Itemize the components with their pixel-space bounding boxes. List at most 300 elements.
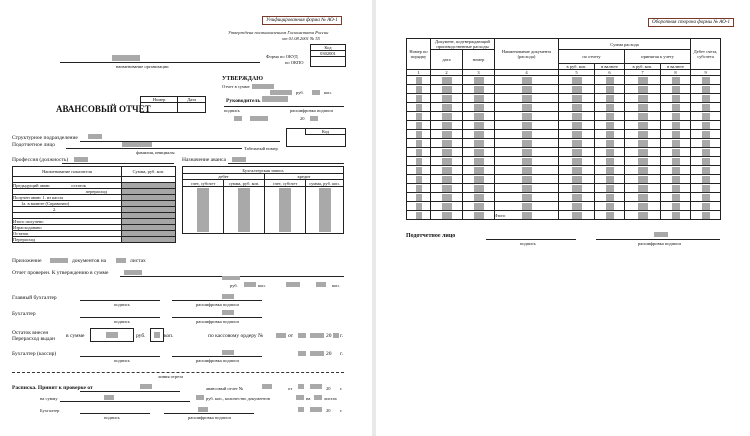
expense-cell [661, 175, 691, 184]
checked-kop2: коп. [332, 283, 340, 288]
expense-cell [463, 148, 495, 157]
expense-cell [407, 94, 431, 103]
redacted-value [638, 185, 648, 192]
redacted-value [572, 77, 582, 84]
redacted-value [672, 104, 680, 111]
back-decode-line [596, 239, 720, 240]
expense-cell [691, 139, 721, 148]
profession-label: Профессия (должность) [12, 157, 69, 163]
redacted-value [522, 131, 532, 138]
cash-order-from: от [288, 333, 294, 339]
cut-line-caption: линия отреза [158, 374, 183, 379]
accountant-sign-line [80, 317, 160, 318]
redacted-value [442, 185, 452, 192]
expense-cell [431, 112, 463, 121]
redacted-value [638, 86, 648, 93]
back-sign-line [486, 239, 576, 240]
expense-cell [661, 193, 691, 202]
checked-kop: коп. [258, 283, 266, 288]
expense-cell [431, 148, 463, 157]
redacted-value [606, 185, 614, 192]
redacted-value [416, 131, 422, 138]
redacted-value [522, 113, 532, 120]
organization-caption: наименование организации [116, 64, 169, 69]
expense-cell [495, 103, 559, 112]
expense-cell [463, 175, 495, 184]
expense-cell [625, 211, 661, 220]
expense-cell [625, 202, 661, 211]
expense-cell [431, 85, 463, 94]
back-accountable-person: Подотчетное лицо [406, 233, 456, 239]
expense-row [407, 166, 721, 175]
expense-cell [431, 175, 463, 184]
cash-order-label: по кассовому ордеру № [208, 333, 264, 339]
receipt-rub-redacted [196, 395, 204, 400]
redacted-value [416, 77, 422, 84]
redacted-value [474, 158, 484, 165]
cash-month-redacted [310, 333, 324, 338]
redacted-value [442, 176, 452, 183]
expense-cell [559, 148, 595, 157]
approval-line-2: от 01.08.2001 № 55 [282, 36, 320, 41]
expense-cell [661, 76, 691, 85]
expense-cell [661, 202, 691, 211]
redacted-value [572, 194, 582, 201]
expense-cell [407, 157, 431, 166]
redacted-value [572, 86, 582, 93]
attachment-label: Приложение [12, 258, 42, 264]
expense-cell [661, 103, 691, 112]
expense-cell [431, 157, 463, 166]
expense-cell [595, 157, 625, 166]
expense-row [407, 184, 721, 193]
rub-label: руб. [296, 90, 304, 95]
expense-cell [431, 121, 463, 130]
expense-cell [625, 103, 661, 112]
redacted-value [442, 167, 452, 174]
col-num-1: 1 [407, 70, 431, 76]
expense-cell [661, 148, 691, 157]
redacted-value [474, 176, 484, 183]
remainder-kop-box [150, 328, 164, 342]
report-currency-header: в валюте [595, 64, 625, 70]
redacted-value [638, 122, 648, 129]
redacted-value [416, 212, 422, 219]
expense-cell [495, 112, 559, 121]
redacted-value [474, 113, 484, 120]
redacted-value [474, 185, 484, 192]
accepted-currency-header: в валюте [661, 64, 691, 70]
redacted-value [672, 131, 680, 138]
expense-cell [559, 94, 595, 103]
expense-cell [595, 175, 625, 184]
accounting-entry-header: Бухгалтерская запись [183, 167, 344, 174]
expense-row [407, 202, 721, 211]
redacted-value [474, 131, 484, 138]
redacted-value [442, 131, 452, 138]
redacted-value [572, 185, 582, 192]
expense-cell [559, 139, 595, 148]
col-num-3: 3 [463, 70, 495, 76]
expense-cell [495, 94, 559, 103]
redacted-value [638, 113, 648, 120]
indicators-table [12, 166, 176, 243]
chief-decode-line [172, 300, 262, 301]
expense-row [407, 121, 721, 130]
redacted-value [606, 212, 614, 219]
redacted-value [702, 149, 710, 156]
sub-accepted-header: принятая к учету [625, 50, 691, 64]
col-docname-header: Наименование документа (расхода) [495, 39, 559, 70]
redacted-value [638, 176, 648, 183]
redacted-value [702, 122, 710, 129]
redacted-value [474, 77, 484, 84]
expense-cell [595, 121, 625, 130]
receipt-sign-caption: подпись [104, 415, 120, 420]
prev-advance: Предыдущий аванс [13, 183, 51, 188]
redacted-value [416, 194, 422, 201]
expense-row [407, 139, 721, 148]
code-subbox [286, 128, 346, 147]
redacted-value [522, 86, 532, 93]
redacted-value [572, 140, 582, 147]
from-cash: 1. из кассы [42, 195, 64, 200]
on-sheets-redacted [314, 395, 322, 400]
advance-purpose-line [228, 163, 344, 164]
checked-sum-redacted [124, 270, 142, 275]
redacted-value [572, 203, 582, 210]
expense-cell [559, 85, 595, 94]
redacted-value [638, 194, 648, 201]
approval-line-1: Утверждена постановлением Госкомстата России [228, 30, 329, 35]
expense-cell [407, 193, 431, 202]
expense-row [407, 76, 721, 85]
redacted-value [606, 113, 614, 120]
expense-cell [495, 202, 559, 211]
redacted-value [442, 86, 452, 93]
expense-cell [559, 211, 595, 220]
in-sum-label: в сумме [66, 333, 85, 339]
expense-row [407, 130, 721, 139]
in-currency: 1а. в валюте (Справочно) [13, 201, 122, 207]
accepted-rub-header: в руб. коп. [625, 64, 661, 70]
expense-cell [495, 148, 559, 157]
expense-cell [661, 157, 691, 166]
redacted-value [672, 77, 680, 84]
expense-cell [595, 166, 625, 175]
redacted-value [522, 194, 532, 201]
documents-label: документов на [72, 258, 107, 264]
expense-cell [431, 94, 463, 103]
redacted-value [606, 131, 614, 138]
redacted-value [672, 140, 680, 147]
accountant-label: Бухгалтер [12, 311, 36, 317]
sheets-redacted [116, 258, 126, 263]
redacted-value [442, 104, 452, 111]
chief-accountant-label: Главный бухгалтер [12, 295, 57, 301]
redacted-value [474, 212, 484, 219]
expense-row [407, 112, 721, 121]
report-sum-label: Отчет в сумме [222, 84, 250, 89]
expense-cell [595, 85, 625, 94]
expense-cell [407, 139, 431, 148]
row-2: 2. [13, 207, 122, 213]
redacted-value [702, 131, 710, 138]
redacted-value [572, 131, 582, 138]
redacted-value [474, 140, 484, 147]
redacted-value [522, 122, 532, 129]
redacted-value [522, 95, 532, 102]
expense-cell [595, 148, 625, 157]
receipt-year: 20 [326, 386, 331, 391]
expense-cell [407, 202, 431, 211]
remainder: остаток [71, 183, 86, 188]
on-sheets: на [306, 396, 311, 401]
expense-cell [661, 112, 691, 121]
expense-cell [625, 184, 661, 193]
expense-row [407, 211, 721, 220]
number-header: Номер [141, 97, 178, 103]
total-received: Итого получено [13, 219, 122, 225]
form-title: АВАНСОВЫЙ ОТЧЕТ [56, 104, 151, 114]
cashier-sign-caption: подпись [114, 358, 130, 363]
sub-by-report-header: по отчету [559, 50, 625, 64]
redacted-value [606, 104, 614, 111]
redacted-value [672, 113, 680, 120]
expense-cell [463, 157, 495, 166]
approve-year: 20 [300, 116, 305, 121]
expense-cell [691, 166, 721, 175]
expense-cell [431, 193, 463, 202]
expense-cell [407, 103, 431, 112]
expense-cell [625, 112, 661, 121]
receipt2-year: 20 [326, 408, 331, 413]
expense-cell [595, 193, 625, 202]
expense-cell [463, 202, 495, 211]
advance-purpose-label: Назначение аванса [182, 157, 226, 163]
cashier-year-letter: г. [340, 351, 344, 357]
expense-row [407, 175, 721, 184]
expense-cell [495, 121, 559, 130]
receipt-decode-caption: расшифровка подписи [188, 415, 231, 420]
redacted-value [638, 167, 648, 174]
expense-cell [595, 112, 625, 121]
docs-count-label: руб. коп., количество документов [206, 396, 270, 401]
redacted-value [672, 122, 680, 129]
expense-row [407, 157, 721, 166]
redacted-value [416, 113, 422, 120]
col-number-header: Номер по порядку [407, 39, 431, 70]
okud-label: Форма по ОКУД [266, 54, 298, 59]
debit-header: дебет [183, 174, 265, 180]
cash-day-redacted [298, 333, 306, 338]
redacted-value [672, 203, 680, 210]
back-sign-caption: подпись [520, 241, 536, 246]
col-num-8: 8 [661, 70, 691, 76]
expense-cell [407, 76, 431, 85]
expense-cell [495, 130, 559, 139]
credit-account-header: счет, субсчет [265, 180, 306, 187]
accountable-person-label: Подотчетное лицо [12, 142, 56, 148]
redacted-value [606, 149, 614, 156]
expense-row [407, 85, 721, 94]
expense-row [407, 94, 721, 103]
redacted-value [702, 203, 710, 210]
redacted-value [606, 86, 614, 93]
expense-cell [691, 112, 721, 121]
accountant-decode-line [172, 317, 262, 318]
approve-heading: УТВЕРЖДАЮ [222, 76, 264, 82]
remainder-deposited-label: Остаток внесен [12, 330, 49, 336]
expense-cell [463, 121, 495, 130]
redacted-value [702, 113, 710, 120]
expense-cell [559, 184, 595, 193]
expense-cell [463, 211, 495, 220]
okud-value: 0302001 [311, 51, 345, 57]
redacted-value [702, 95, 710, 102]
sheets-label-2: листах [324, 396, 337, 401]
expense-cell [691, 184, 721, 193]
expense-cell [691, 76, 721, 85]
redacted-value [606, 77, 614, 84]
redacted-value [606, 122, 614, 129]
receipt-sum-redacted [104, 395, 114, 400]
structural-unit-label: Структурное подразделение [12, 135, 78, 141]
receipt-sum-line [60, 401, 190, 402]
report-rub-header: в руб. коп. [559, 64, 595, 70]
expense-cell [691, 130, 721, 139]
redacted-value [416, 140, 422, 147]
expense-cell [691, 85, 721, 94]
redacted-value [606, 203, 614, 210]
head-sign-caption: подпись [224, 108, 240, 113]
expense-cell [463, 112, 495, 121]
expense-cell [625, 121, 661, 130]
redacted-value [606, 140, 614, 147]
approve-day-redacted [234, 116, 242, 121]
redacted-value [702, 176, 710, 183]
expense-cell [463, 130, 495, 139]
expense-cell [559, 130, 595, 139]
credit-sum-header: сумма, руб. коп. [306, 180, 344, 187]
debit-sum-header: сумма, руб. коп. [224, 180, 265, 187]
expense-cell [595, 139, 625, 148]
redacted-value [672, 158, 680, 165]
redacted-value [672, 86, 680, 93]
indicator-name-header: Наименование показателя [13, 167, 122, 177]
overspend-issued-label: Перерасход выдан [12, 336, 55, 342]
expense-cell [625, 193, 661, 202]
expense-cell [495, 166, 559, 175]
col-document-header: Документ, подтверждающий производственные расходы [431, 39, 495, 50]
kop-label: коп. [324, 90, 332, 95]
redacted-value [572, 158, 582, 165]
cash-year-redacted [333, 333, 339, 338]
expense-cell [661, 94, 691, 103]
redacted-value [474, 95, 484, 102]
redacted-value [474, 167, 484, 174]
expense-row [407, 103, 721, 112]
checked-kop2-redacted [316, 282, 326, 287]
expense-cell [559, 193, 595, 202]
remainder-rub: руб. [136, 333, 146, 339]
unified-form-stamp: Унифицированная форма № АО-1 [262, 16, 342, 25]
redacted-value [702, 158, 710, 165]
redacted-value [416, 86, 422, 93]
redacted-value [442, 203, 452, 210]
accountant-sign-caption: подпись [114, 319, 130, 324]
chief-decode-caption: расшифровка подписи [196, 302, 239, 307]
checked-rub-redacted [244, 282, 256, 287]
receipt-from-line [80, 391, 180, 392]
redacted-value [572, 113, 582, 120]
redacted-value [474, 104, 484, 111]
expense-cell [625, 157, 661, 166]
expense-cell [691, 157, 721, 166]
cashier-day-redacted [298, 351, 306, 356]
total-label: Итого [494, 213, 506, 218]
code-label: Код [311, 45, 345, 51]
receipt-accountant: Бухгалтер [40, 408, 60, 413]
expense-cell [625, 94, 661, 103]
expense-cell [431, 76, 463, 85]
expense-cell [559, 121, 595, 130]
receipt-label: Расписка. Принят к проверке от [12, 385, 93, 391]
redacted-value [522, 149, 532, 156]
expense-cell [559, 112, 595, 121]
accountant-decode-redacted [222, 310, 234, 315]
redacted-value [638, 95, 648, 102]
expense-cell [407, 85, 431, 94]
cashier-decode-redacted [222, 350, 234, 355]
accountant-decode-caption: расшифровка подписи [196, 319, 239, 324]
redacted-value [522, 203, 532, 210]
expense-cell [595, 130, 625, 139]
okpo-value [311, 57, 345, 62]
redacted-value [606, 95, 614, 102]
profession-redacted [74, 157, 88, 162]
redacted-value [442, 194, 452, 201]
expense-cell [661, 184, 691, 193]
checked-rub: руб. [230, 283, 238, 288]
structural-unit-line [80, 141, 280, 142]
tab-number-label: Табельный номер [244, 146, 278, 151]
redacted-value [442, 212, 452, 219]
receipt-sign-line [80, 413, 150, 414]
redacted-value [702, 212, 710, 219]
overspend: перерасход [13, 189, 122, 195]
expense-cell [495, 193, 559, 202]
receipt2-year-letter: г. [340, 408, 343, 413]
expense-cell [463, 166, 495, 175]
redacted-value [416, 176, 422, 183]
checked-label: Отчет проверен. К утверждению в сумме [12, 270, 109, 276]
date-header: Дата [178, 97, 206, 103]
redacted-value [442, 122, 452, 129]
advance-report-no: авансовый отчет № [206, 386, 244, 391]
form-back-page [376, 0, 750, 436]
redacted-value [702, 167, 710, 174]
expense-cell [691, 175, 721, 184]
approve-year-redacted [310, 116, 318, 121]
form-front-page [0, 0, 372, 436]
expense-cell [625, 166, 661, 175]
kop-redacted [312, 90, 320, 95]
subbox-code-label: Код [305, 129, 345, 135]
expense-cell [559, 202, 595, 211]
receipt2-day-redacted [298, 407, 304, 412]
redacted-value [474, 122, 484, 129]
